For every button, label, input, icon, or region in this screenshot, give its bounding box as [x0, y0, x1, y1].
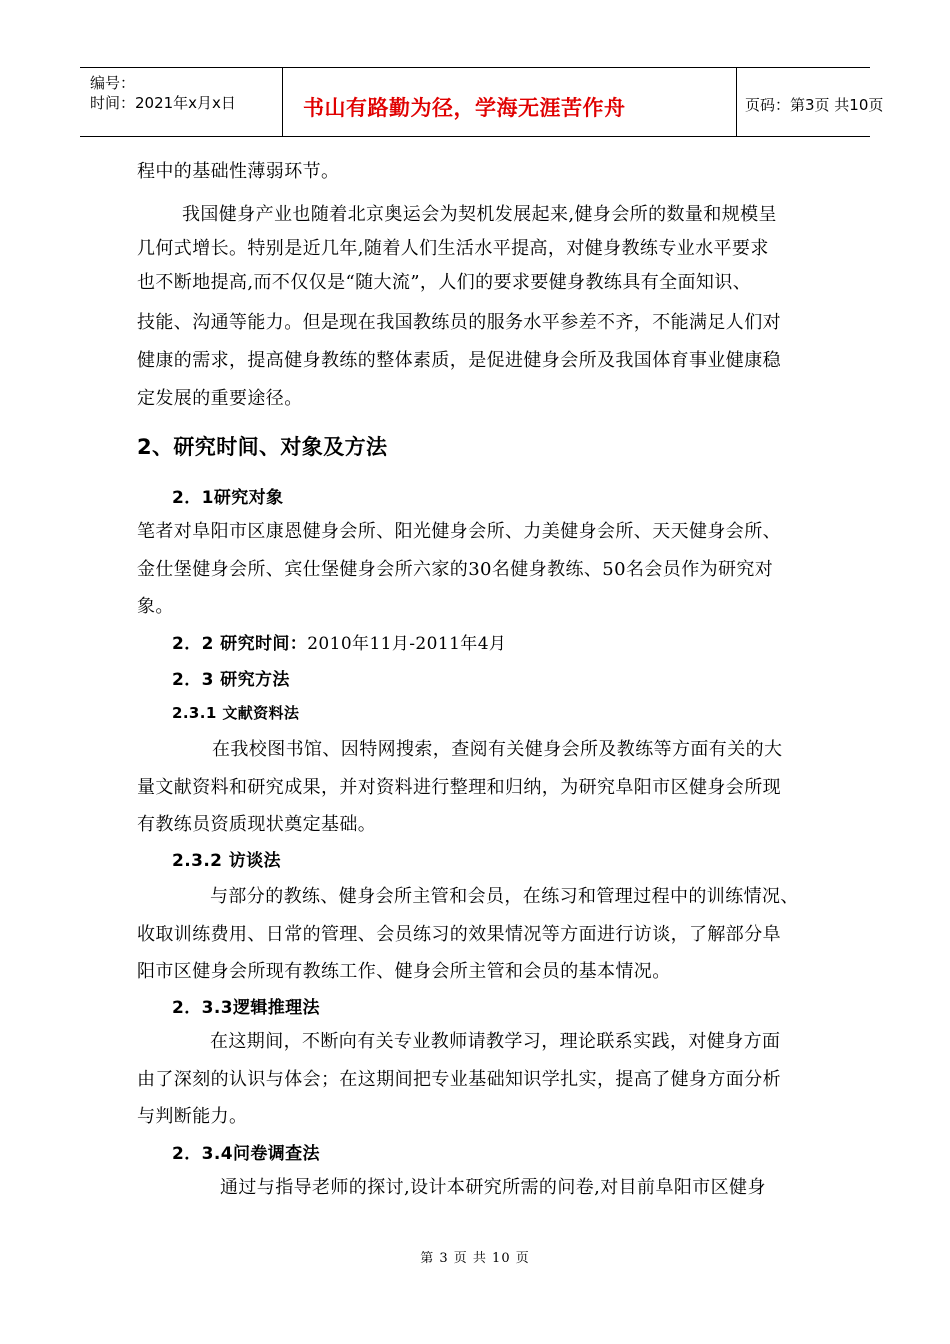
paragraph-line: 笔者对阜阳市区康恩健身会所、阳光健身会所、力美健身会所、天天健身会所、: [137, 521, 781, 542]
page-footer: 第 3 页 共 10 页: [420, 1251, 530, 1266]
paragraph-line: 在这期间，不断向有关专业教师请教学习，理论联系实践，对健身方面: [210, 1031, 781, 1052]
header-right-cell: [735, 68, 884, 136]
header-motto-cell: [282, 68, 737, 136]
section-heading: 2、研究时间、对象及方法: [137, 435, 388, 459]
paragraph-line: 有教练员资质现状奠定基础。: [137, 814, 377, 835]
research-time-value: 2010年11月-2011年4月: [307, 634, 507, 654]
header-left-cell: [80, 68, 282, 136]
subsection-heading-time: [172, 629, 506, 654]
paragraph-line: 也不断地提高,而不仅仅是“随大流”，人们的要求要健身教练具有全面知识、: [137, 272, 752, 293]
paragraph-line: 阳市区健身会所现有教练工作、健身会所主管和会员的基本情况。: [137, 961, 671, 982]
paragraph-line: 定发展的重要途径。: [137, 388, 303, 409]
subsection-heading: 2．3 研究方法: [172, 670, 290, 690]
document-date-label: 时间：2021年x月x日: [90, 94, 236, 112]
paragraph-line: 由了深刻的认识与体会；在这期间把专业基础知识学扎实，提高了健身方面分析: [137, 1069, 781, 1090]
paragraph-line: 程中的基础性薄弱环节。: [137, 161, 340, 182]
paragraph-line: 金仕堡健身会所、宾仕堡健身会所六家的30名健身教练、50名会员作为研究对: [137, 559, 774, 580]
paragraph-line: 与部分的教练、健身会所主管和会员，在练习和管理过程中的训练情况、: [210, 886, 799, 907]
research-time-label: 2．2 研究时间：: [172, 634, 308, 654]
paragraph-line: 收取训练费用、日常的管理、会员练习的效果情况等方面进行访谈，了解部分阜: [137, 924, 781, 945]
method-heading: 2.3.1 文献资料法: [172, 704, 300, 722]
paragraph-line: 在我校图书馆、因特网搜索，查阅有关健身会所及教练等方面有关的大: [212, 739, 783, 760]
paragraph-line: 象。: [137, 596, 174, 617]
header-motto: 书山有路勤为径，学海无涯苦作舟: [303, 96, 626, 120]
paragraph-line: 几何式增长。特别是近几年,随着人们生活水平提高，对健身教练专业水平要求: [137, 238, 769, 259]
paragraph-line: 量文献资料和研究成果，并对资料进行整理和归纳，为研究阜阳市区健身会所现: [137, 777, 781, 798]
method-heading: 2．3.4问卷调查法: [172, 1144, 320, 1164]
paragraph-line: 技能、沟通等能力。但是现在我国教练员的服务水平参差不齐，不能满足人们对: [137, 312, 781, 333]
subsection-heading: 2．1研究对象: [172, 488, 284, 508]
header-page-number: 页码：第3页 共10页: [745, 96, 884, 114]
method-heading: 2．3.3逻辑推理法: [172, 998, 320, 1018]
paragraph-line: 我国健身产业也随着北京奥运会为契机发展起来,健身会所的数量和规模呈: [182, 204, 777, 225]
paragraph-line: 健康的需求，提高健身教练的整体素质，是促进健身会所及我国体育事业健康稳: [137, 350, 781, 371]
page-header: [80, 67, 884, 137]
paragraph-line: 通过与指导老师的探讨,设计本研究所需的问卷,对目前阜阳市区健身: [220, 1177, 766, 1198]
document-number-label: 编号：: [90, 74, 136, 92]
paragraph-line: 与判断能力。: [137, 1106, 248, 1127]
method-heading: 2.3.2 访谈法: [172, 851, 281, 871]
